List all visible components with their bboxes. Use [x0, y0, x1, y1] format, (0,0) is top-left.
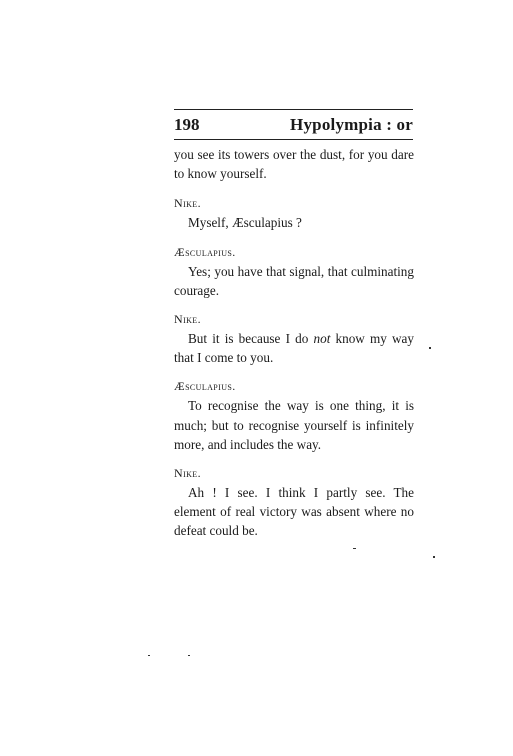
speaker-name: Æsculapius.: [174, 379, 236, 394]
scan-speck: [188, 655, 190, 656]
dialogue-text: To recognise the way is one thing, it is much; but to recognise yourself is infinitely more, and includes the way.: [174, 398, 414, 452]
dialogue-text: Yes; you have that signal, that culminating courage.: [174, 263, 414, 298]
dialogue-text-part: know my way that I come to you.: [174, 331, 414, 366]
speaker-name: Nike.: [174, 196, 201, 211]
dialogue-text: Myself, Æsculapius ?: [188, 215, 302, 231]
emphasized-word: not: [313, 331, 331, 347]
scan-speck: [433, 556, 435, 558]
dialogue-text: [174, 329, 414, 367]
page-body: [174, 145, 414, 541]
speaker-name: Nike.: [174, 312, 201, 327]
dialogue-text-part: But it is because I do: [188, 331, 314, 347]
opening-paragraph: you see its towers over the dust, for you dare to know yourself.: [174, 147, 414, 182]
header-bottom-rule: [174, 139, 413, 140]
running-title: Hypolympia : or: [290, 115, 413, 134]
page-header: [174, 115, 413, 137]
scan-speck: [148, 655, 150, 656]
scan-speck: [353, 548, 356, 549]
speaker-name: Æsculapius.: [174, 244, 236, 259]
page-number: 198: [174, 115, 200, 134]
dialogue-text: Ah ! I see. I think I partly see. The element of real victory was absent where no defeat could be.: [174, 485, 414, 539]
speaker-name: Nike.: [174, 466, 201, 481]
scan-speck: [429, 347, 431, 349]
header-top-rule: [174, 109, 413, 110]
